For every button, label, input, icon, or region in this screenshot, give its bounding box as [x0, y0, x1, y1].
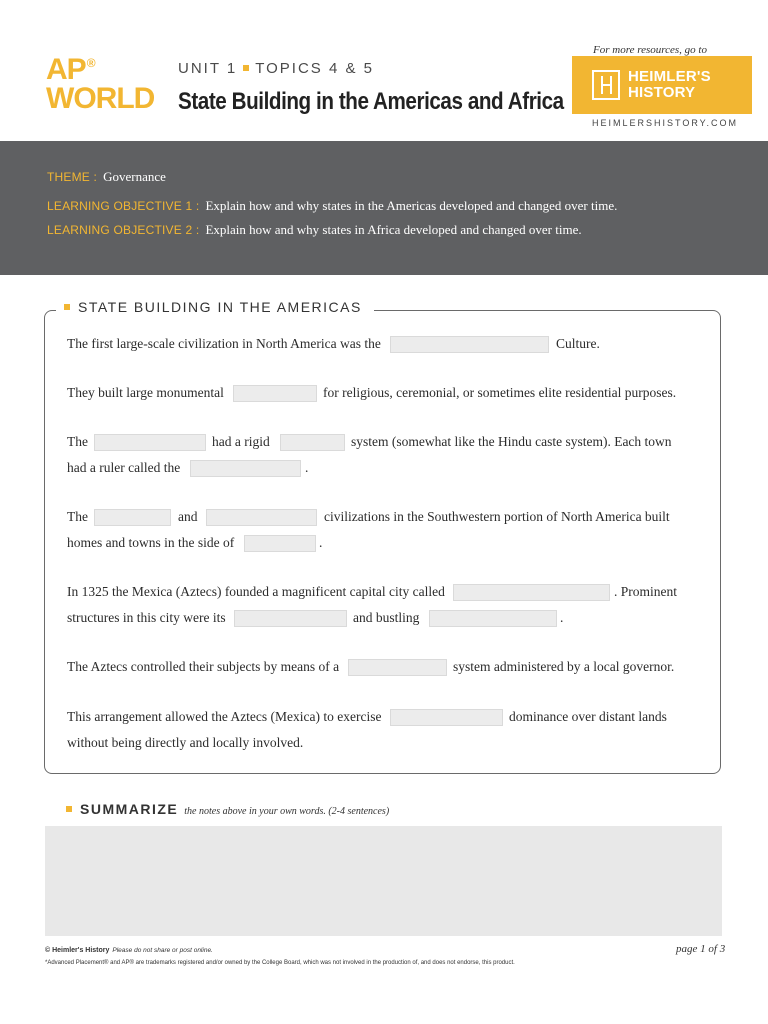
- square-bullet-icon: [66, 806, 72, 812]
- sentence-text: The: [67, 509, 88, 524]
- ap-world-logo: [46, 53, 155, 115]
- brand-url-link[interactable]: HEIMLERSHISTORY.COM: [592, 118, 739, 128]
- sentence-text: .: [305, 460, 309, 475]
- ap-logo-text: AP: [46, 53, 86, 86]
- sentence-text: . Prominent: [614, 584, 677, 599]
- sentence-text: They built large monumental: [67, 385, 224, 400]
- section-heading: [56, 299, 374, 315]
- summary-input-area[interactable]: [45, 826, 722, 936]
- lo1-text: Explain how and why states in the Americas developed and changed over time.: [205, 198, 618, 213]
- sentence-text: In 1325 the Mexica (Aztecs) founded a magnificent capital city called: [67, 584, 445, 599]
- fill-blank[interactable]: [94, 434, 206, 451]
- footer-trademark: *Advanced Placement® and AP® are trademarks registered and/or owned by the College Board, which was not involved in the production of, and does not endorse, this product.: [45, 960, 515, 966]
- sentence-text: This arrangement allowed the Aztecs (Mexica) to exercise: [67, 709, 382, 724]
- sentence-text: system administered by a local governor.: [453, 659, 675, 674]
- footer-copyright: [45, 947, 213, 954]
- sentence-text: The Aztecs controlled their subjects by means of a: [67, 659, 340, 674]
- heimlers-history-logo[interactable]: [572, 56, 752, 114]
- world-logo-text: WORLD: [46, 81, 155, 115]
- fill-blank[interactable]: [453, 584, 610, 601]
- fill-blank[interactable]: [244, 535, 316, 552]
- section-heading-text: STATE BUILDING IN THE AMERICAS: [78, 299, 362, 315]
- page-title: State Building in the Americas and Africa: [178, 88, 564, 115]
- sentence-text: system (somewhat like the Hindu caste system). Each town: [351, 434, 672, 449]
- sentence-text: had a ruler called the: [67, 460, 181, 475]
- theme-label: THEME :: [47, 170, 98, 184]
- fill-blank[interactable]: [390, 709, 503, 726]
- hh-monogram-icon: [592, 70, 620, 100]
- ap-registered-mark: ®: [86, 56, 96, 70]
- sentence-text: and bustling: [353, 610, 420, 625]
- sentence-text: and: [178, 509, 198, 524]
- summarize-note: the notes above in your own words. (2-4 sentences): [184, 806, 390, 817]
- fill-blank[interactable]: [280, 434, 345, 451]
- sentence-text: .: [560, 610, 564, 625]
- theme-line: [47, 169, 166, 185]
- square-bullet-icon: [243, 65, 249, 71]
- fill-blank[interactable]: [429, 610, 557, 627]
- sentence-text: had a rigid: [212, 434, 270, 449]
- learning-objective-1: [47, 198, 617, 214]
- brand-name: [628, 69, 711, 101]
- sentence-text: The: [67, 434, 88, 449]
- footer-brand: © Heimler's History: [45, 947, 110, 954]
- sentence-text: Culture.: [556, 336, 600, 351]
- page-number: page 1 of 3: [676, 943, 726, 955]
- sentence-text: dominance over distant lands: [509, 709, 667, 724]
- sentence-text: The first large-scale civilization in North America was the: [67, 336, 381, 351]
- sentence-text: without being directly and locally involved.: [67, 735, 304, 750]
- square-bullet-icon: [64, 304, 70, 310]
- summarize-heading: [66, 801, 389, 819]
- fill-blank[interactable]: [94, 509, 171, 526]
- brand-line-1: HEIMLER'S: [628, 68, 711, 85]
- unit-label: UNIT 1: [178, 60, 238, 77]
- fill-blank[interactable]: [348, 659, 447, 676]
- sentence-text: civilizations in the Southwestern portion of North America built: [324, 509, 670, 524]
- sentence-text: for religious, ceremonial, or sometimes elite residential purposes.: [323, 385, 677, 400]
- theme-value: Governance: [103, 169, 166, 184]
- topics-label: TOPICS 4 & 5: [255, 60, 374, 77]
- lo1-label: LEARNING OBJECTIVE 1 :: [47, 199, 200, 213]
- fill-blank[interactable]: [234, 610, 347, 627]
- lo2-label: LEARNING OBJECTIVE 2 :: [47, 223, 200, 237]
- fill-blank[interactable]: [206, 509, 317, 526]
- sentence-text: .: [319, 535, 323, 550]
- lo2-text: Explain how and why states in Africa developed and changed over time.: [205, 222, 582, 237]
- footer-share-note: Please do not share or post online.: [112, 947, 213, 954]
- brand-line-2: HISTORY: [628, 84, 696, 101]
- resources-note: For more resources, go to: [593, 44, 707, 56]
- unit-topics-line: [178, 60, 374, 77]
- fill-blank[interactable]: [190, 460, 301, 477]
- fill-blank[interactable]: [390, 336, 549, 353]
- learning-objective-2: [47, 222, 582, 238]
- sentence-text: homes and towns in the side of: [67, 535, 235, 550]
- summarize-label: SUMMARIZE: [80, 801, 179, 817]
- sentence-text: structures in this city were its: [67, 610, 226, 625]
- fill-blank[interactable]: [233, 385, 317, 402]
